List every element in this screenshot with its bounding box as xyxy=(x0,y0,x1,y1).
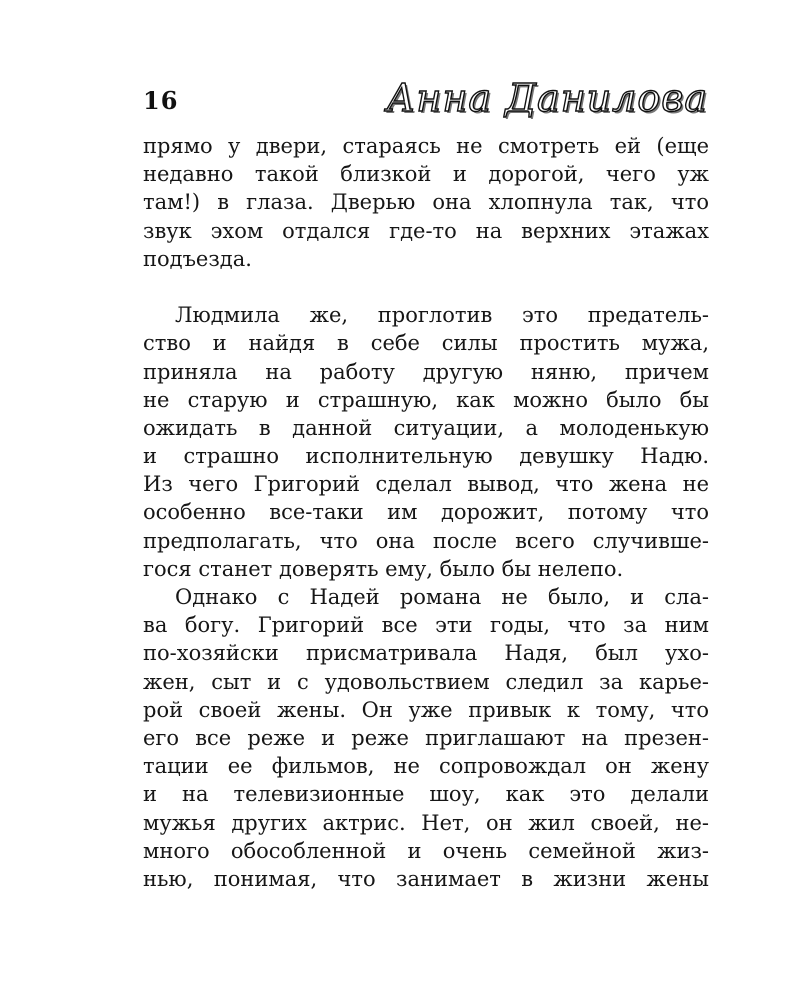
text-line: по-хозяйски присматривала Надя, был ухо- xyxy=(143,641,709,666)
text-line: гося станет доверять ему, было бы нелепо. xyxy=(143,556,624,581)
text-line: особенно все-таки им дорожит, потому что xyxy=(143,500,709,525)
paragraph-gap xyxy=(143,273,709,301)
text-line: Из чего Григорий сделал вывод, что жена не xyxy=(143,472,709,497)
text-line: его все реже и реже приглашают на презен- xyxy=(143,725,709,750)
text-line: Однако с Надей романа не было, и сла- xyxy=(175,585,709,609)
text-line: ожидать в данной ситуации, а молоденькую xyxy=(143,415,709,440)
text-line: недавно такой близкой и дорогой, чего уж xyxy=(143,162,709,187)
text-line: звук эхом отдался где-то на верхних этажах xyxy=(143,218,709,243)
author-running-head: Анна Данилова xyxy=(386,76,708,120)
body-text xyxy=(143,132,709,893)
text-line: Людмила же, проглотив это предатель- xyxy=(175,303,709,328)
text-line: жен, сыт и с удовольствием следил за карье- xyxy=(143,669,709,694)
text-line: и на телевизионные шоу, как это делали xyxy=(143,782,709,807)
text-line: не старую и страшную, как можно было бы xyxy=(143,387,709,412)
text-line: ство и найдя в себе силы простить мужа, xyxy=(143,331,709,356)
text-line: предполагать, что она после всего случивше- xyxy=(143,528,709,553)
text-line: и страшно исполнительную девушку Надю. xyxy=(143,444,709,469)
text-line: тации ее фильмов, не сопровождал он жену xyxy=(143,754,709,779)
text-line: нью, понимая, что занимает в жизни жены xyxy=(143,866,709,891)
text-line: прямо у двери, стараясь не смотреть ей (еще xyxy=(143,134,709,158)
text-line: мужья других актрис. Нет, он жил своей, не- xyxy=(143,810,709,835)
text-line: там!) в глаза. Дверью она хлопнула так, что xyxy=(143,190,709,215)
text-line: ва богу. Григорий все эти годы, что за ним xyxy=(143,613,709,638)
page-number: 16 xyxy=(143,86,179,115)
text-line: подъезда. xyxy=(143,246,252,271)
text-line: приняла на работу другую няню, причем xyxy=(143,359,709,384)
text-line: рой своей жены. Он уже привык к тому, что xyxy=(143,697,709,722)
text-line: много обособленной и очень семейной жиз- xyxy=(143,838,709,863)
